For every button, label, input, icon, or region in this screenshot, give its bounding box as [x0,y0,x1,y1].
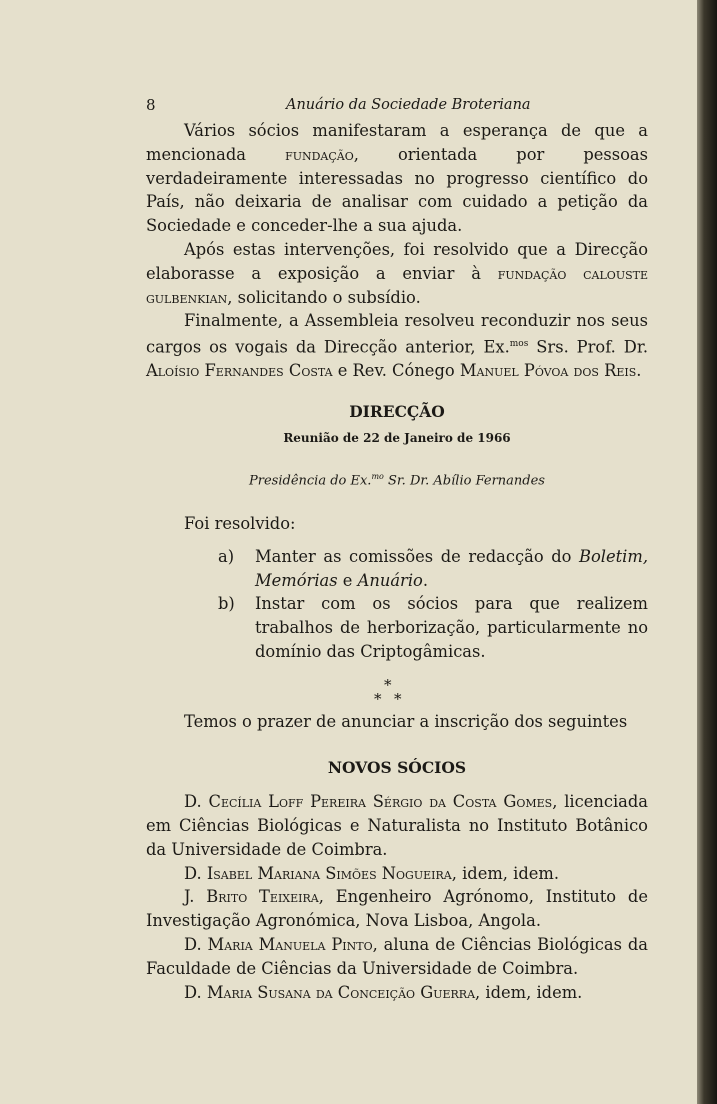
member-details: , Engenheiro Agrónomo, Instituto de Investigação Agronómica, Nova Lisboa, Angola. [146,887,648,931]
paragraph-hopes [146,119,648,238]
running-title: Anuário da Sociedade Broteriana [286,97,531,113]
meeting-subheading: Reunião de 22 de Janeiro de 1966 [283,430,511,445]
member-entry [146,981,648,1005]
resolution-list [146,545,648,664]
member-entry [146,885,648,933]
list-item-text [255,545,648,593]
list-label: b) [218,594,235,614]
member-prefix: J. [184,887,207,907]
asterisk: * [374,689,382,708]
member-name: Brito Teixeira [206,887,319,907]
member-details: , licenciada em Ciências Biológicas e Naturalista no Instituto Botânico da Universidade de Coimbra. [146,792,649,859]
announcement-paragraph: Temos o prazer de anunciar a inscrição dos seguintes [184,711,628,731]
book-binding-edge [697,0,717,1104]
paragraph-text: Finalmente, a Assembleia resolveu reconduzir nos seus cargos os vogais da Direcção anterior, Ex. [146,311,648,357]
presidency-text: Sr. Dr. Abílio Fernandes [383,473,545,489]
asterism-separator [146,668,648,710]
paragraph-text: . [636,361,642,381]
member-name: Isabel Mariana Simões Nogueira [206,863,452,883]
member-name: Maria Manuela Pinto [207,935,373,955]
paragraph-text: , orientada por pessoas verdadeiramente interessadas no progresso científico do País, não deixaria de analisar com cuidado a petição da Sociedade e conceder-lhe a sua ajuda. [146,144,648,236]
member-entry [146,862,648,886]
item-text: Manter as comissões de redacção do [255,546,580,566]
superscript: mos [509,339,529,350]
small-caps-text: fundação [285,144,354,164]
item-text: e [337,570,358,590]
member-prefix: D. [184,863,207,883]
member-prefix: D. [184,982,207,1002]
paragraph-text: Vários sócios manifestaram a esperança de que a mencionada [146,121,648,164]
list-item [218,545,648,593]
asterisk: * [384,675,392,694]
presidency-line [146,465,648,493]
presidency-text: Presidência do Ex. [249,473,372,489]
list-item [218,592,648,663]
section-heading-direccao: DIRECÇÃO [349,402,445,422]
paragraph-text: , solicitando o subsídio. [227,287,421,307]
paragraph-exposition [146,238,648,309]
resolution-intro: Foi resolvido: [184,513,296,533]
member-details: , aluna de Ciências Biológicas da Faculdade de Ciências da Universidade de Coimbra. [146,935,648,978]
page-header [146,94,648,116]
item-text: . [422,570,429,590]
person-name: Manuel Póvoa dos Reis [459,361,637,381]
asterisk: * [394,689,402,708]
member-details: , idem, idem. [475,982,583,1002]
section-heading-novos-socios: NOVOS SÓCIOS [327,758,467,778]
paragraph-text: Srs. Prof. Dr. [528,337,648,357]
small-caps-text: fundação calouste gulbenkian [146,263,648,307]
member-name: Cecília Loff Pereira Sérgio da Costa Gomes [208,792,553,812]
page-number: 8 [146,96,156,114]
list-item-text: Instar com os sócios para que realizem trabalhos de herborização, particularmente no domínio das Criptogâmicas. [255,594,648,661]
publication-title: Anuário [357,570,423,590]
paragraph-text: Após estas intervenções, foi resolvido que a Direcção elaborasse a exposição a enviar à [146,239,648,283]
person-name: Aloísio Fernandes Costa [146,361,333,381]
paragraph-reappointment [146,309,648,383]
member-details: , idem, idem. [451,863,560,883]
publication-title: Boletim, Memórias [255,546,648,590]
member-prefix: D. [184,792,209,812]
page-body [146,119,648,1004]
member-entry [146,933,648,981]
paragraph-text: e Rev. Cónego [332,361,460,381]
list-label: a) [218,546,235,566]
superscript: mo [371,471,384,481]
member-prefix: D. [184,935,208,955]
member-name: Maria Susana da Conceição Guerra [206,982,476,1002]
member-entry [146,790,648,861]
